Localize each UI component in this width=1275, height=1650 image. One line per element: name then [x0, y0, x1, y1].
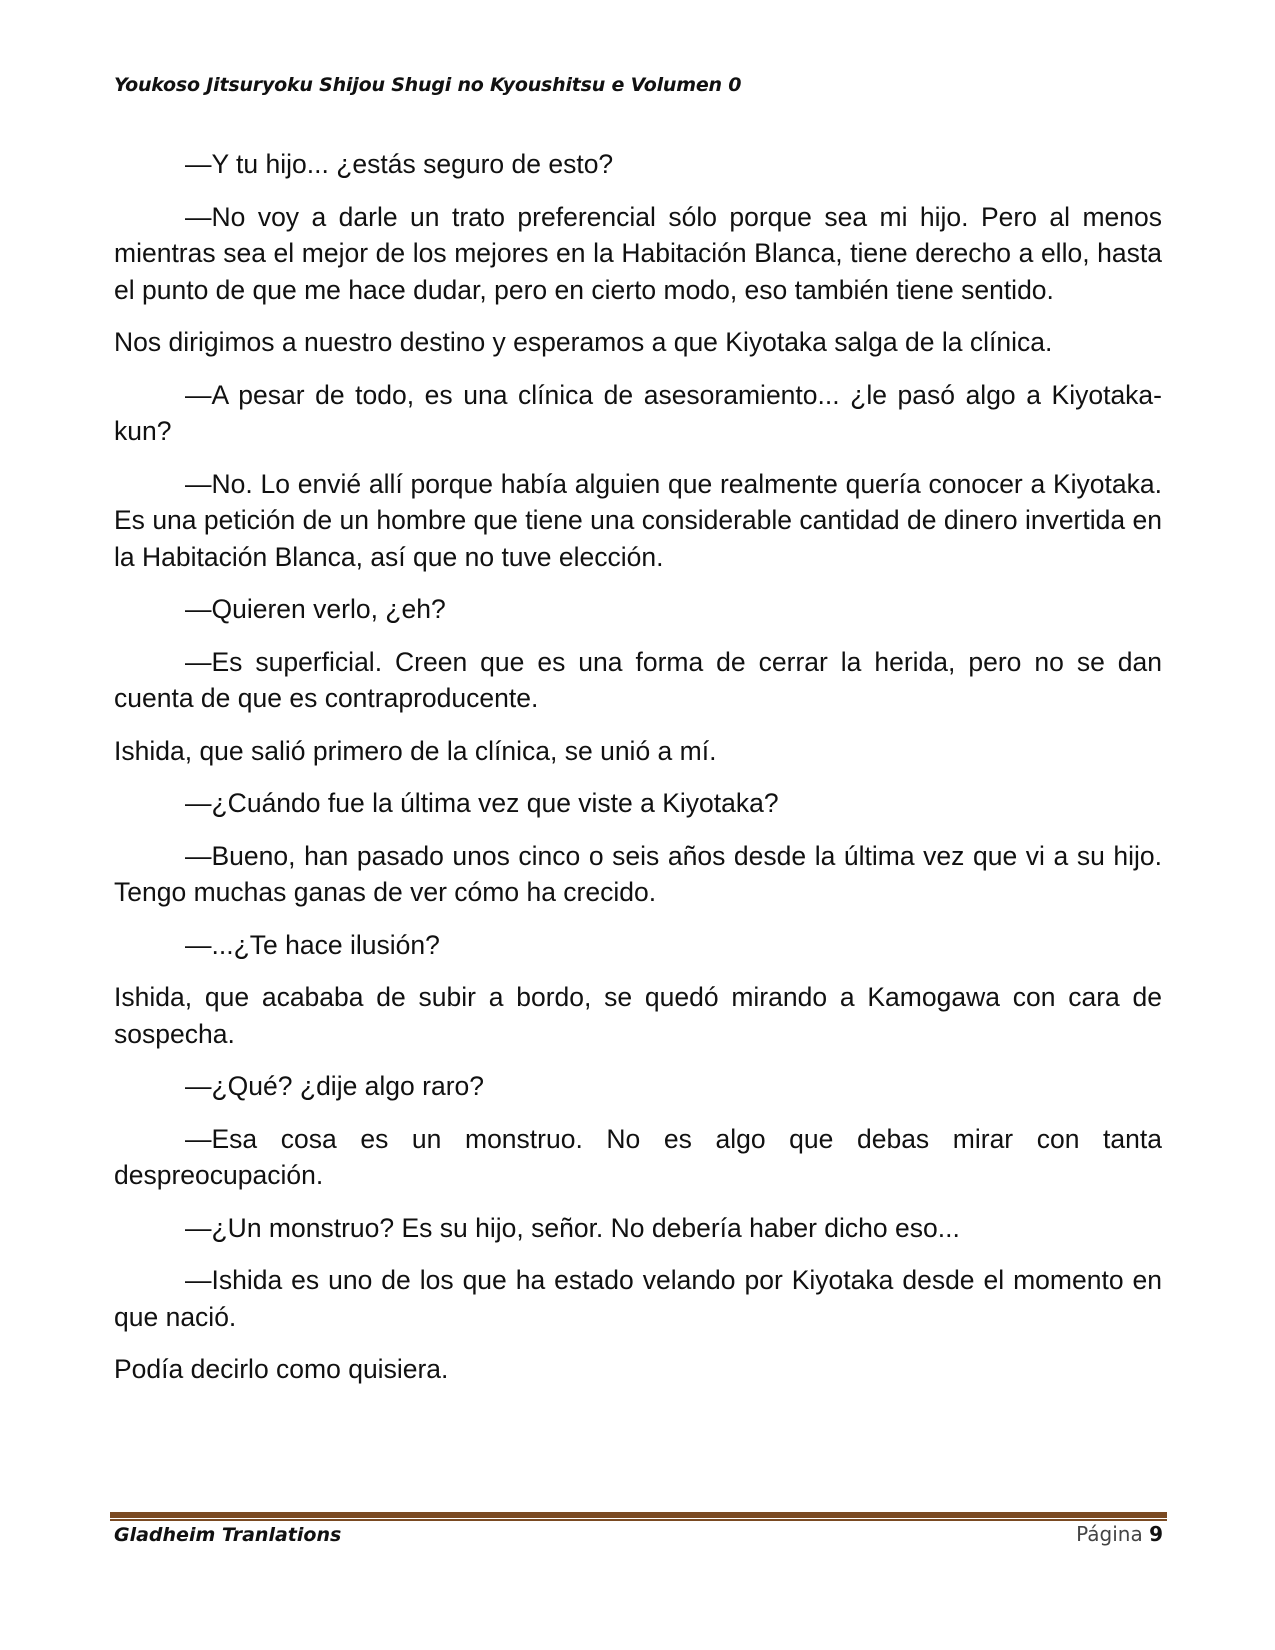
- paragraph: —Bueno, han pasado unos cinco o seis años desde la última vez que vi a su hijo. Tengo muchas ganas de ver cómo ha crecido.: [114, 840, 1162, 907]
- paragraph: —No voy a darle un trato preferencial sólo porque sea mi hijo. Pero al menos mientras sea el mejor de los mejores en la Habitación Blanca, tiene derecho a ello, hasta el punto de que me hace dudar, pero en cierto modo, eso también tiene sentido.: [114, 201, 1162, 305]
- footer-credit: Gladheim Tranlations: [114, 1524, 342, 1546]
- paragraph: —Y tu hijo... ¿estás seguro de esto?: [185, 149, 614, 179]
- paragraph: —Esa cosa es un monstruo. No es algo que debas mirar con tanta despreocupación.: [114, 1123, 1162, 1190]
- footer-divider-thick: [110, 1512, 1167, 1518]
- page-label: Página: [1076, 1522, 1143, 1546]
- page-number-value: 9: [1149, 1522, 1163, 1546]
- paragraph: —¿Cuándo fue la última vez que viste a Kiyotaka?: [185, 788, 779, 818]
- paragraph: Ishida, que salió primero de la clínica, se unió a mí.: [114, 735, 717, 766]
- footer-divider-thin: [110, 1519, 1167, 1521]
- page-number: [1076, 1522, 1163, 1546]
- body-text: [114, 146, 1162, 1404]
- footer-divider: [110, 1512, 1167, 1521]
- page-header-title: Youkoso Jitsuryoku Shijou Shugi no Kyoushitsu e Volumen 0: [114, 74, 742, 96]
- paragraph: —...¿Te hace ilusión?: [185, 929, 440, 960]
- paragraph: —Ishida es uno de los que ha estado velando por Kiyotaka desde el momento en que nació.: [114, 1265, 1162, 1332]
- paragraph: —No. Lo envié allí porque había alguien que realmente quería conocer a Kiyotaka. Es una petición de un hombre que tiene una considerable cantidad de dinero invertida en la Habitación Blanca, así que no tuve elección.: [114, 468, 1162, 572]
- paragraph: —Es superficial. Creen que es una forma de cerrar la herida, pero no se dan cuenta de que es contraproducente.: [114, 646, 1162, 713]
- paragraph: Ishida, que acababa de subir a bordo, se quedó mirando a Kamogawa con cara de sospecha.: [114, 982, 1162, 1049]
- paragraph: Nos dirigimos a nuestro destino y esperamos a que Kiyotaka salga de la clínica.: [114, 327, 1053, 357]
- paragraph: —Quieren verlo, ¿eh?: [185, 594, 446, 624]
- paragraph: Podía decirlo como quisiera.: [114, 1354, 449, 1384]
- paragraph: —A pesar de todo, es una clínica de asesoramiento... ¿le pasó algo a Kiyotaka-kun?: [114, 379, 1162, 446]
- paragraph: —¿Qué? ¿dije algo raro?: [185, 1071, 485, 1101]
- paragraph: —¿Un monstruo? Es su hijo, señor. No debería haber dicho eso...: [185, 1212, 960, 1243]
